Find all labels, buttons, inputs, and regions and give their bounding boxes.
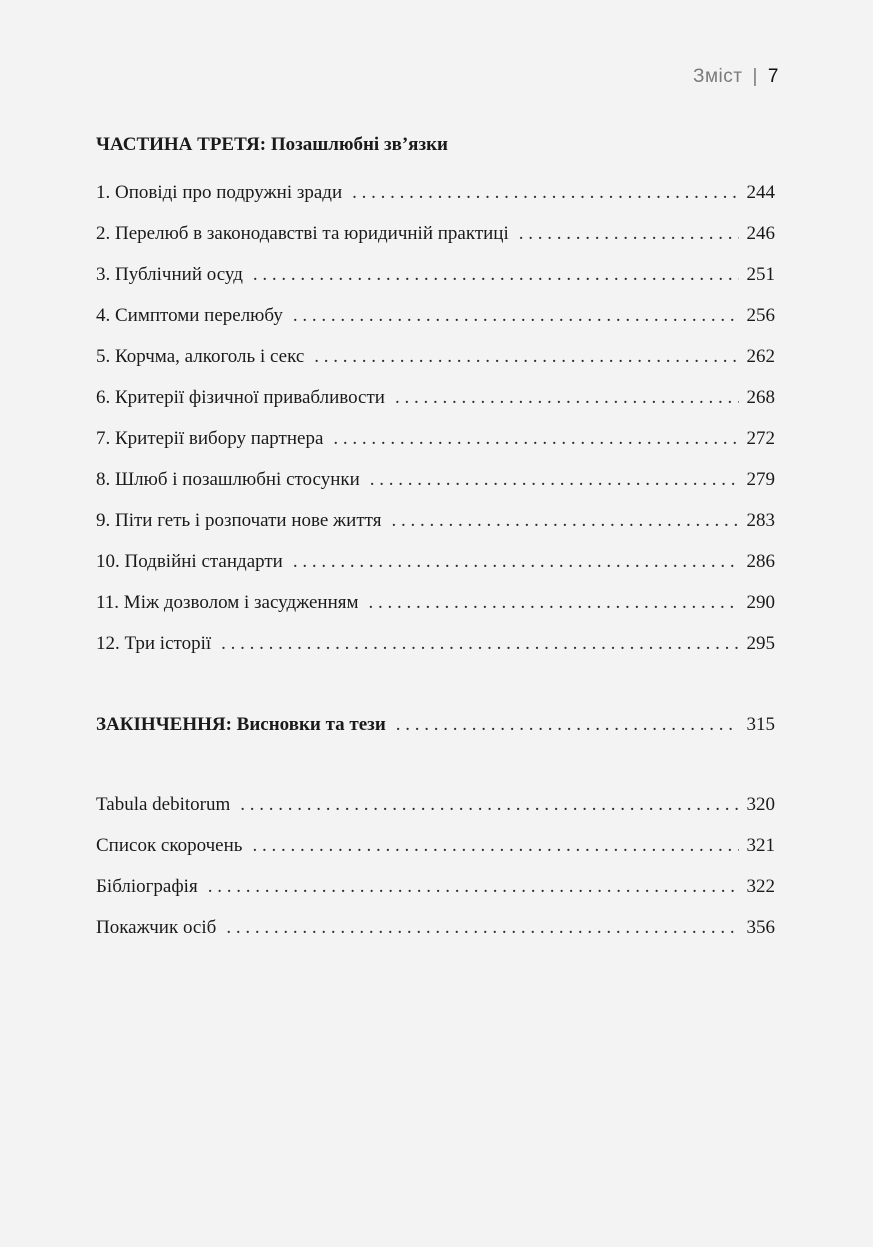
dot-leader — [333, 418, 739, 459]
dot-leader — [391, 500, 739, 541]
toc-entry-title: 2. Перелюб в законодавстві та юридичній практиці — [96, 223, 509, 244]
running-head — [693, 66, 779, 88]
table-of-contents — [96, 130, 775, 948]
toc-entry[interactable] — [96, 213, 775, 254]
toc-entry-page: 268 — [746, 387, 775, 408]
back-matter-entry[interactable] — [96, 784, 775, 825]
dot-leader — [253, 254, 739, 295]
conclusion-title: ЗАКІНЧЕННЯ: Висновки та тези — [96, 714, 386, 735]
dot-leader — [314, 336, 739, 377]
toc-entry-title: 7. Критерії вибору партнера — [96, 428, 324, 449]
toc-entry-page: 286 — [746, 551, 775, 572]
toc-entry-title: 12. Три історії — [96, 633, 212, 654]
toc-entry[interactable] — [96, 459, 775, 500]
toc-entry-page: 256 — [746, 305, 775, 326]
dot-leader — [293, 541, 739, 582]
toc-entry-title: 5. Корчма, алкоголь і секс — [96, 346, 305, 367]
conclusion-page: 315 — [746, 714, 775, 735]
dot-leader — [293, 295, 739, 336]
back-matter-entry[interactable] — [96, 907, 775, 948]
toc-entry-title: 9. Піти геть і розпочати нове життя — [96, 510, 382, 531]
toc-entry-page: 244 — [746, 182, 775, 203]
back-matter-title: Бібліографія — [96, 876, 198, 897]
toc-entry-title: 11. Між дозволом і засудженням — [96, 592, 359, 613]
toc-entry-page: 290 — [746, 592, 775, 613]
toc-entry-title: 3. Публічний осуд — [96, 264, 243, 285]
toc-conclusion[interactable] — [96, 704, 775, 745]
dot-leader — [370, 459, 739, 500]
running-head-separator: | — [752, 66, 758, 87]
part-three-heading: ЧАСТИНА ТРЕТЯ: Позашлюбні зв’язки — [96, 134, 448, 155]
dot-leader — [208, 866, 739, 907]
back-matter-title: Покажчик осіб — [96, 917, 217, 938]
toc-entry[interactable] — [96, 254, 775, 295]
toc-entry-page: 251 — [746, 264, 775, 285]
toc-entry[interactable] — [96, 336, 775, 377]
toc-entry[interactable] — [96, 541, 775, 582]
dot-leader — [396, 704, 739, 745]
back-matter-entry[interactable] — [96, 866, 775, 907]
section-spacer — [96, 664, 775, 704]
toc-entry[interactable] — [96, 418, 775, 459]
page-number: 7 — [767, 66, 779, 87]
dot-leader — [352, 172, 739, 213]
back-matter-page: 322 — [746, 876, 775, 897]
toc-entry-title: 8. Шлюб і позашлюбні стосунки — [96, 469, 360, 490]
toc-entry-title: 6. Критерії фізичної привабливости — [96, 387, 385, 408]
toc-entry[interactable] — [96, 377, 775, 418]
toc-entry[interactable] — [96, 172, 775, 213]
running-head-section: Зміст — [693, 66, 743, 87]
toc-entry-page: 279 — [746, 469, 775, 490]
toc-entry-page: 262 — [746, 346, 775, 367]
toc-entry[interactable] — [96, 623, 775, 664]
toc-entry-page: 283 — [746, 510, 775, 531]
toc-entry[interactable] — [96, 295, 775, 336]
section-spacer — [96, 745, 775, 784]
dot-leader — [395, 377, 739, 418]
toc-entry-page: 272 — [746, 428, 775, 449]
toc-entry-title: 4. Симптоми перелюбу — [96, 305, 283, 326]
toc-entry[interactable] — [96, 582, 775, 623]
toc-entry-title: 1. Оповіді про подружні зради — [96, 182, 343, 203]
toc-entry-page: 295 — [746, 633, 775, 654]
dot-leader — [519, 213, 739, 254]
back-matter-page: 320 — [746, 794, 775, 815]
dot-leader — [221, 623, 739, 664]
back-matter-entry[interactable] — [96, 825, 775, 866]
dot-leader — [240, 784, 739, 825]
dot-leader — [226, 907, 739, 948]
back-matter-page: 356 — [746, 917, 775, 938]
toc-entry-page: 246 — [746, 223, 775, 244]
dot-leader — [252, 825, 739, 866]
toc-entry-title: 10. Подвійні стандарти — [96, 551, 283, 572]
dot-leader — [369, 582, 739, 623]
back-matter-page: 321 — [746, 835, 775, 856]
back-matter-title: Tabula debitorum — [96, 794, 231, 815]
back-matter-title: Список скорочень — [96, 835, 243, 856]
toc-entry[interactable] — [96, 500, 775, 541]
